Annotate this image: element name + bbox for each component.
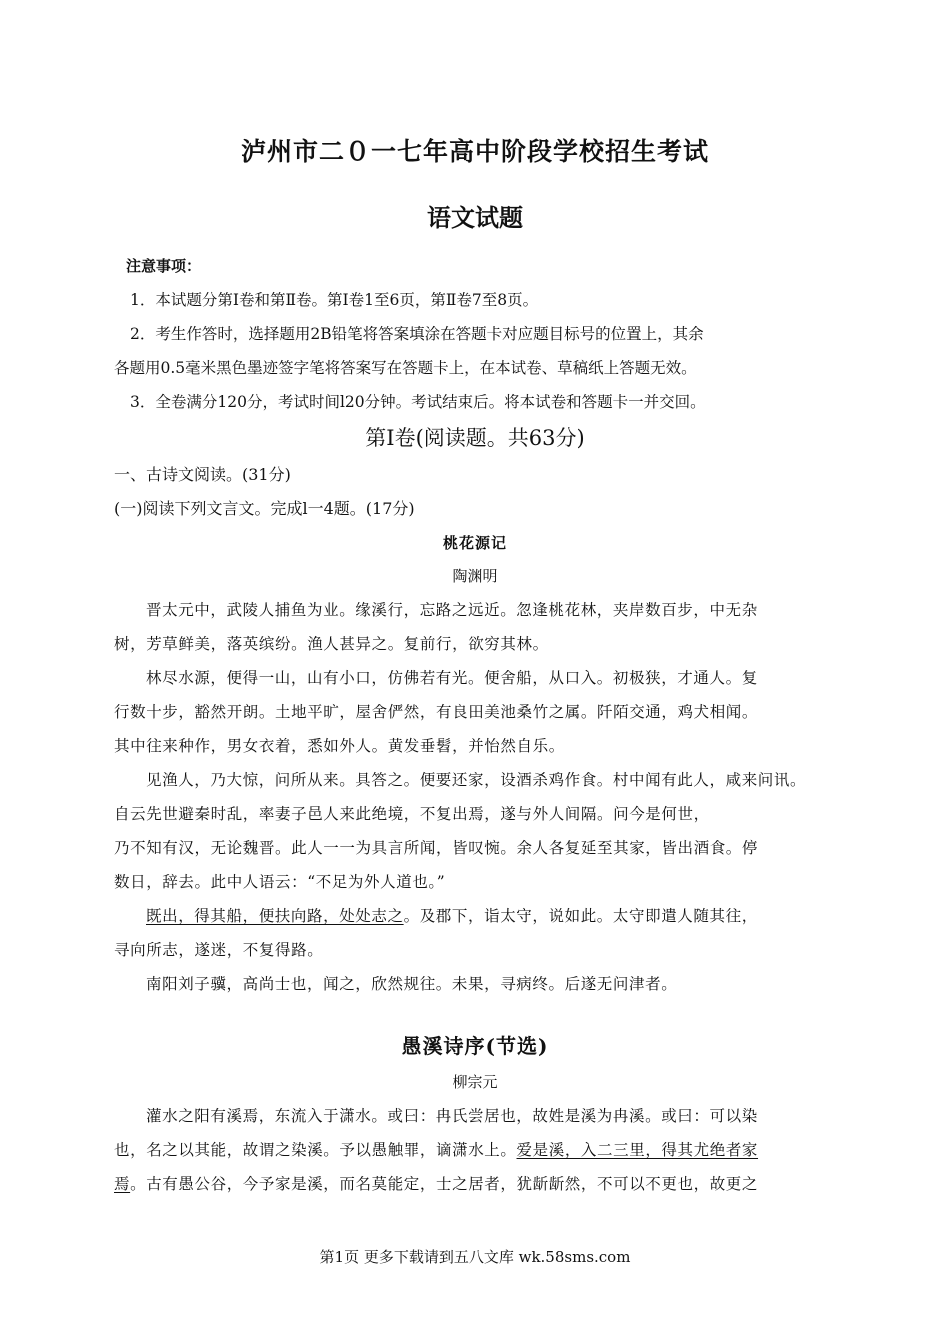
line-start: 也，名之以其能，故谓之染溪。予以愚触罪，谪潇水上。 <box>114 1141 517 1159</box>
passage-2-line: 灌水之阳有溪焉，东流入于潇水。或曰：冉氏尝居也，故姓是溪为冉溪。或曰：可以染 <box>146 1107 758 1125</box>
subsection-heading: (一)阅读下列文言文。完成l一4题。(17分) <box>114 499 415 518</box>
passage-1-line: 数日，辞去。此中人语云：“不足为外人道也。” <box>114 873 446 891</box>
note-item-2-line-1: 2．考生作答时，选择题用2B铅笔将答案填涂在答题卡对应题目标号的位置上，其余 <box>130 325 704 343</box>
subject-title: 语文试题 <box>427 203 523 232</box>
note-item-2-line-2: 各题用0.5毫米黑色墨迹签字笔将答案写在答题卡上，在本试卷、草稿纸上答题无效。 <box>114 359 697 377</box>
underlined-sentence: 焉 <box>114 1175 131 1193</box>
passage-1-line: 树，芳草鲜美，落英缤纷。渔人甚异之。复前行，欲穷其林。 <box>114 635 549 653</box>
underlined-sentence: 爱是溪，入二三里，得其尤绝者家 <box>516 1141 759 1159</box>
passage-1-line: 见渔人，乃大惊，问所从来。具答之。便要还家，设酒杀鸡作食。村中闻有此人，咸来问讯。 <box>146 771 807 789</box>
exam-title: 泸州市二０一七年高中阶段学校招生考试 <box>240 137 709 166</box>
section-heading: 一、古诗文阅读。(31分) <box>114 465 291 484</box>
passage-1-line: 林尽水源，便得一山，山有小口，仿佛若有光。便舍船，从口入。初极狭，才通人。复 <box>146 669 758 687</box>
passage-2-author: 柳宗元 <box>452 1073 498 1091</box>
passage-1-line: 自云先世避秦时乱，率妻子邑人来此绝境，不复出焉，遂与外人间隔。问今是何世， <box>114 805 710 823</box>
underlined-sentence: 既出，得其船，便扶向路，处处志之 <box>146 907 404 925</box>
passage-1-line: 行数十步，豁然开朗。土地平旷，屋舍俨然，有良田美池桑竹之属。阡陌交通，鸡犬相闻。 <box>114 703 759 721</box>
page-footer: 第1页 更多下载请到五八文库 wk.58sms.com <box>319 1248 631 1266</box>
note-item-1: 1．本试题分第Ⅰ卷和第Ⅱ卷。第Ⅰ卷1至6页，第Ⅱ卷7至8页。 <box>130 291 539 309</box>
line-rest: 。及郡下，诣太守，说如此。太守即遣人随其往， <box>403 907 758 925</box>
passage-1-title: 桃花源记 <box>442 534 507 552</box>
passage-1-line: 南阳刘子骥，高尚士也，闻之，欣然规往。未果，寻病终。后遂无问津者。 <box>146 975 678 993</box>
volume-heading: 第Ⅰ卷(阅读题。共63分) <box>365 426 585 450</box>
passage-1-line: 其中往来种作，男女衣着，悉如外人。黄发垂髫，并怡然自乐。 <box>114 737 565 755</box>
passage-1-author: 陶渊明 <box>452 567 498 585</box>
line-rest: 。古有愚公谷，今予家是溪，而名莫能定，士之居者，犹龂龂然，不可以不更也，故更之 <box>130 1175 759 1193</box>
notes-heading: 注意事项： <box>126 257 202 275</box>
passage-2-title: 愚溪诗序(节选) <box>401 1034 549 1058</box>
passage-1-line: 晋太元中，武陵人捕鱼为业。缘溪行，忘路之远近。忽逢桃花林，夹岸数百步，中无杂 <box>146 601 758 619</box>
passage-2-line <box>114 1172 758 1194</box>
passage-1-line: 乃不知有汉，无论魏晋。此人一一为具言所闻，皆叹惋。余人各复延至其家，皆出酒食。停 <box>114 839 759 857</box>
passage-1-line <box>146 904 758 926</box>
passage-2-line <box>114 1138 758 1160</box>
passage-1-line: 寻向所志，遂迷，不复得路。 <box>114 941 324 959</box>
note-item-3: 3．全卷满分120分，考试时间l20分钟。考试结束后。将本试卷和答题卡一并交回。 <box>130 393 706 411</box>
